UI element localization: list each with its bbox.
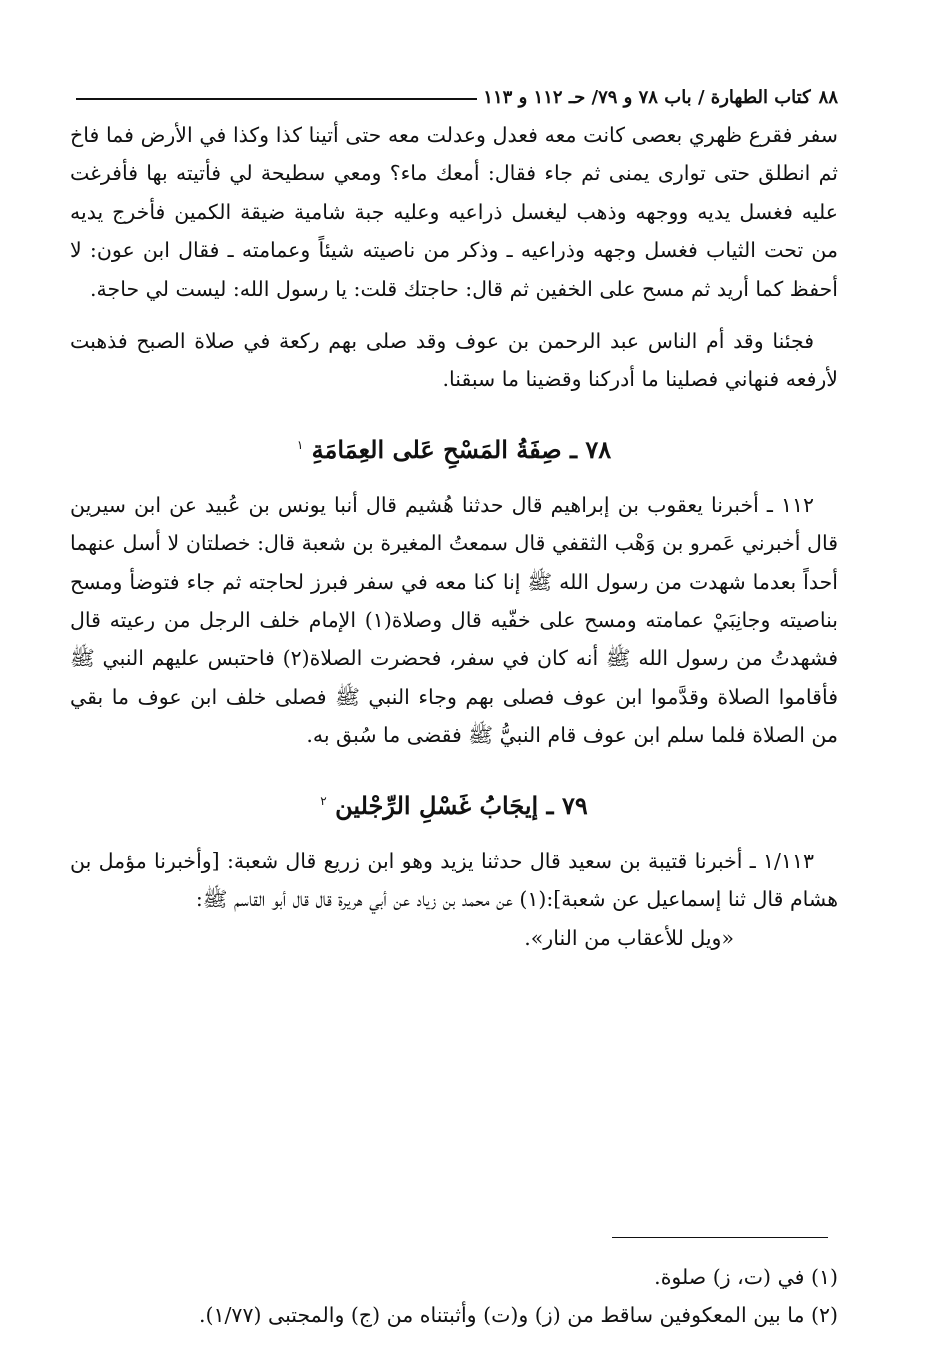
hadith-112: ١١٢ ـ أخبرنا يعقوب بن إبراهيم قال حدثنا هُشيم قال أنبا يونس بن عُبيد عن ابن سيرين قال أخبرني عَمرو بن وَهْب الثقفي قال سمعتُ المغيرة بن شعبة قال: خصلتان لا أسل عنهما أحداً بعدما شهدت من رسول الله ﷺ إنا كنا معه في سفر فبرز لحاجته ثم جاء فتوضأ ومسح بناصيته وجانِبَيْ عمامته ومسح على خفّيه قال وصلاة(١) الإمام خلف الرجل من رعيته قال فشهدتُ من رسول الله ﷺ أنه كان في سفر، فحضرت الصلاة(٢) فاحتبس عليهم النبي ﷺ فأقاموا الصلاة وقدَّموا ابن عوف فصلى بهم وجاء النبي ﷺ فصلى خلف ابن عوف ما بقي من الصلاة فلما سلم ابن عوف قام النبيُّ ﷺ فقضى ما سُبق به. [70,492,838,748]
heading-note: ١ [296,437,304,452]
header-rule [76,97,477,100]
heading-text: ٧٩ ـ إيجَابُ غَسْلِ الرِّجْلين [335,790,588,820]
heading-text: ٧٨ ـ صِفَةُ المَسْحِ عَلى العِمَامَةِ [311,434,612,464]
hadith-113: ١/١١٣ ـ أخبرنا قتيبة بن سعيد قال حدثنا يزيد وهو ابن زريع قال شعبة: [وأخبرنا مؤمل بن هشام قال ثنا إسماعيل عن شعبة]:(١) عن محمد بن زياد عن أبي هريرة قال قال أبو القاسم ﷺ: [70,848,838,912]
heading-note: ٢ [320,793,327,808]
header-title: كتاب الطهارة / باب ٧٨ و ٧٩/ حـ ١١٢ و ١١٣ [483,87,811,108]
paragraph-continued: سفر فقرع ظهري بعصى كانت معه فعدل وعدلت معه حتى أتينا كذا وكذا في الأرض فما فاخ ثم انطلق حتى توارى يمنى ثم جاء فقال: أمعك ماء؟ ومعي سطيحة لي فأتيته بها فأفرغت عليه فغسل يديه ووجهه وذهب ليغسل ذراعيه وعليه جبة شامية ضيقة الكمين فأخرج يديه من تحت الثياب فغسل وجهه وذراعيه ـ وذكر من ناصيته شيئاً وعمامته ـ فقال ابن عون: لا أحفظ كما أريد ثم مسح على الخفين ثم قال: حاجتك قلت: يا رسول الله: ليست لي حاجة. [70,123,838,301]
footnotes [70,1258,838,1335]
page-body [70,78,838,957]
paragraph: فجئنا وقد أم الناس عبد الرحمن بن عوف وقد صلى بهم ركعة في صلاة الصبح فذهبت لأرفعه فنهاني فصلينا ما أدركنا وقضينا ما سبقنا. [70,329,838,392]
footnote-2: (٢) ما بين المعكوفين ساقط من (ز) و(ت) وأثبتناه من (ج) والمجتبى (١/٧٧). [199,1303,838,1328]
section-heading-79 [70,781,838,826]
running-header [70,78,838,108]
page-number: ٨٨ [818,87,838,108]
section-heading-78 [70,425,838,470]
footnote-1: (١) في (ت، ز) صلوة. [654,1265,838,1289]
footnote-rule [612,1237,828,1238]
hadith-quote: «ويل للأعقاب من النار». [524,925,734,950]
